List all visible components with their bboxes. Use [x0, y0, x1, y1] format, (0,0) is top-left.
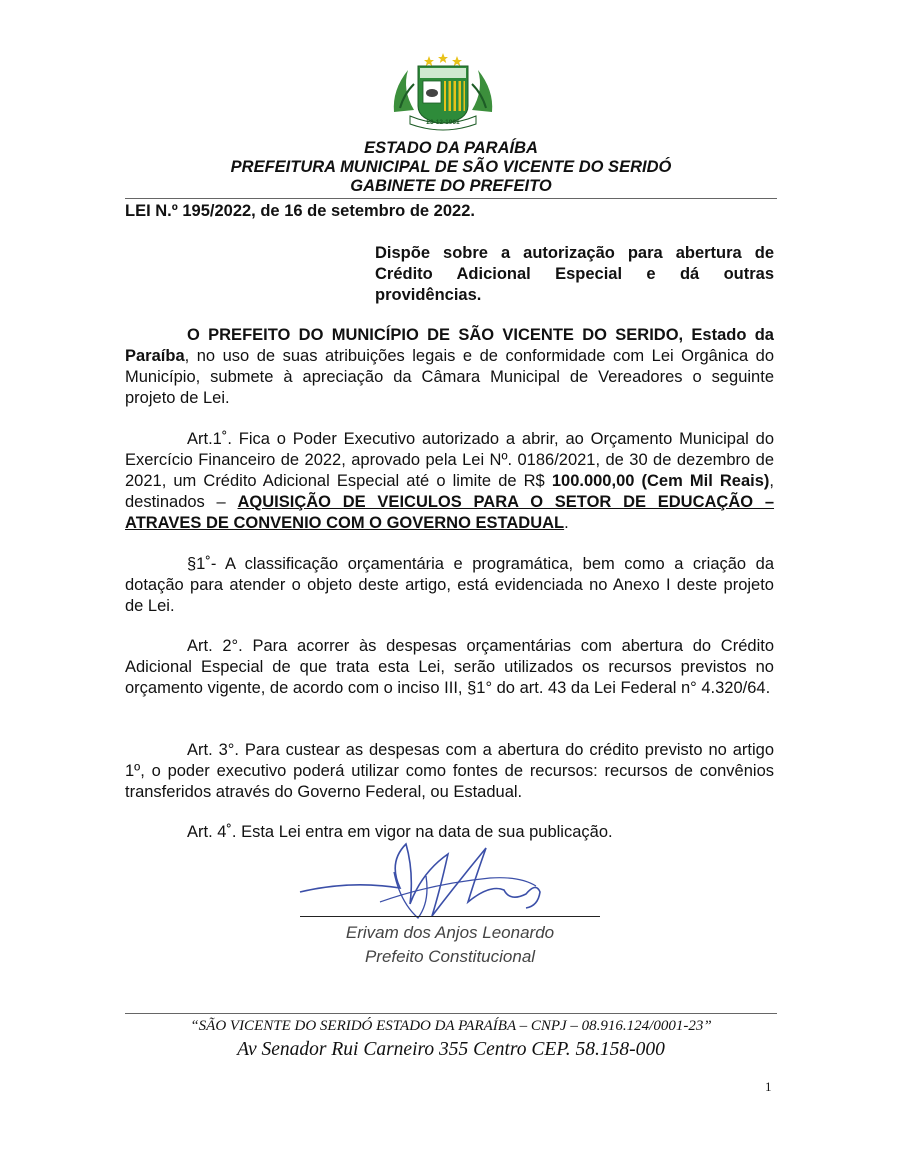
footer-cnpj: “SÃO VICENTE DO SERIDÓ ESTADO DA PARAÍBA – CNPJ – 08.916.124/0001-23”: [190, 1018, 712, 1034]
article-1-end: .: [564, 514, 569, 532]
footer-address: Av Senador Rui Carneiro 355 Centro CEP. 58.158-000: [237, 1039, 665, 1060]
article-4-text: Art. 4˚. Esta Lei entra em vigor na data de sua publicação.: [187, 823, 613, 841]
crest-year: 23-12-1961: [426, 119, 460, 126]
signature-line: [300, 916, 600, 917]
preamble-text: , no uso de suas atribuições legais e de conformidade com Lei Orgânica do Município, submete à apreciação da Câmara Municipal de Vereadores o seguinte projeto de Lei.: [125, 347, 774, 407]
law-summary: Dispõe sobre a autorização para abertura de Crédito Adicional Especial e dá outras providências.: [375, 244, 774, 304]
paragraph-1-text: §1˚- A classificação orçamentária e programática, bem como a criação da dotação para atender o objeto deste artigo, está evidenciada no Anexo I deste projeto de Lei.: [125, 555, 774, 615]
signatory-role: Prefeito Constitucional: [364, 947, 536, 966]
article-1-text-2: , destinados –: [125, 472, 774, 511]
article-1-text: Art.1˚. Fica o Poder Executivo autorizado a abrir, ao Orçamento Municipal do Exercício Financeiro de 2022, aprovado pela Lei Nº. 0186/2021, de 30 de dezembro de 2021, um Crédito Adicional Especial até o limite de R$: [125, 430, 774, 490]
article-1-amount: 100.000,00 (Cem Mil Reais): [551, 472, 770, 490]
law-title: LEI N.º 195/2022, de 16 de setembro de 2022.: [125, 202, 475, 220]
signatory-name: Erivam dos Anjos Leonardo: [345, 923, 555, 942]
signature-scribble: [290, 832, 610, 932]
preamble-bold: O PREFEITO DO MUNICÍPIO DE SÃO VICENTE DO SERIDO, Estado da Paraíba: [125, 326, 774, 365]
article-2: [125, 636, 774, 699]
preamble-paragraph: [125, 325, 774, 409]
article-3: [125, 740, 774, 803]
municipal-crest-logo: [384, 50, 502, 132]
header-office: GABINETE DO PREFEITO: [350, 177, 552, 195]
article-3-text: Art. 3°. Para custear as despesas com a abertura do crédito previsto no artigo 1º, o poder executivo poderá utilizar como fontes de recursos: recursos de convênios transferidos através do Governo Federal, ou Estadual.: [125, 741, 774, 801]
crest-stripes: [444, 81, 465, 111]
footer-divider: [125, 1013, 777, 1014]
header-divider: [125, 198, 777, 199]
crest-stars: [424, 53, 462, 66]
header-city-hall: PREFEITURA MUNICIPAL DE SÃO VICENTE DO SERIDÓ: [230, 158, 672, 176]
article-1: [125, 429, 774, 534]
article-2-text: Art. 2°. Para acorrer às despesas orçamentárias com abertura do Crédito Adicional Especial de que trata esta Lei, serão utilizados os recursos previstos no orçamento vigente, de acordo com o inciso III, §1° do art. 43 da Lei Federal n° 4.320/64.: [125, 637, 774, 697]
paragraph-1: [125, 554, 774, 617]
header-state: ESTADO DA PARAÍBA: [364, 139, 538, 157]
article-1-purpose: AQUISIÇÃO DE VEICULOS PARA O SETOR DE EDUCAÇÃO – ATRAVES DE CONVENIO COM O GOVERNO ESTADUAL: [125, 493, 775, 532]
page-number: 1: [765, 1079, 772, 1094]
